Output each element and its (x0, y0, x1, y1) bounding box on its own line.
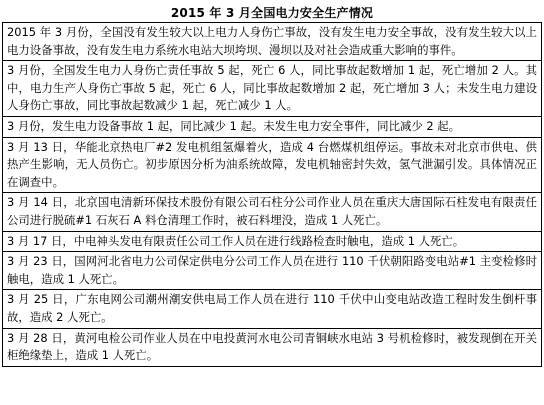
table-row (3, 290, 542, 328)
table-cell-incident: 3 月 13 日，华能北京热电厂#2 发电机组氢爆着火，造成 4 台燃煤机组停运。事故未对北京市供电、供热产生影响，无人员伤亡。初步原因分析为油系统故障，发电机轴密封失效，氢气泄漏引发。具体情况正在调查中。 (3, 137, 542, 193)
document-title: 2015 年 3 月全国电力安全生产情况 (170, 6, 374, 20)
table-cell-personal-injury: 3 月份，全国发生电力人身伤亡责任事故 5 起，死亡 6 人，同比事故起数增加 1 起，死亡增加 2 人。其中，电力生产人身伤亡事故 5 起，死亡 6 人，同比事故起数增加 2 起，死亡增加 3 人；未发生电力建设人身伤亡事故，同比事故起数减少 1 起，死亡减少 1 人。 (3, 61, 542, 117)
table-row (3, 61, 542, 117)
table-row (3, 328, 542, 366)
table-row (3, 23, 542, 61)
table-cell-incident: 3 月 28 日，黄河电检公司作业人员在中电投黄河水电公司青铜峡水电站 3 号机检修时，被发现倒在开关柜绝缘垫上，造成 1 人死亡。 (3, 328, 542, 366)
table-row (3, 137, 542, 193)
table-cell-incident: 3 月 25 日，广东电网公司潮州潮安供电局工作人员在进行 110 千伏中山变电站改造工程时发生倒杆事故，造成 2 人死亡。 (3, 290, 542, 328)
table-cell-incident: 3 月 14 日，北京国电清新环保技术股份有限公司石柱分公司作业人员在重庆大唐国际石柱发电有限责任公司进行脱硫#1 石灰石 A 料仓清理工作时，被石料埋没，造成 1 人死亡。 (3, 193, 542, 231)
table-cell-equipment: 3 月份，发生电力设备事故 1 起，同比减少 1 起。未发生电力安全事件，同比减少 2 起。 (3, 116, 542, 137)
table-cell-summary: 2015 年 3 月份，全国没有发生较大以上电力人身伤亡事故，没有发生电力安全事故，没有发生较大以上电力设备事故，没有发生电力系统水电站大坝垮坝、漫坝以及对社会造成重大影响的事件。 (3, 23, 542, 61)
table-row (3, 231, 542, 252)
incident-table (2, 22, 542, 367)
table-row (3, 252, 542, 290)
table-cell-incident: 3 月 17 日，中电神头发电有限责任公司工作人员在进行线路检查时触电，造成 1 人死亡。 (3, 231, 542, 252)
table-row (3, 116, 542, 137)
table-row (3, 193, 542, 231)
table-cell-incident: 3 月 23 日，国网河北省电力公司保定供电分公司工作人员在进行 110 千伏朝阳路变电站#1 主变检修时触电，造成 1 人死亡。 (3, 252, 542, 290)
